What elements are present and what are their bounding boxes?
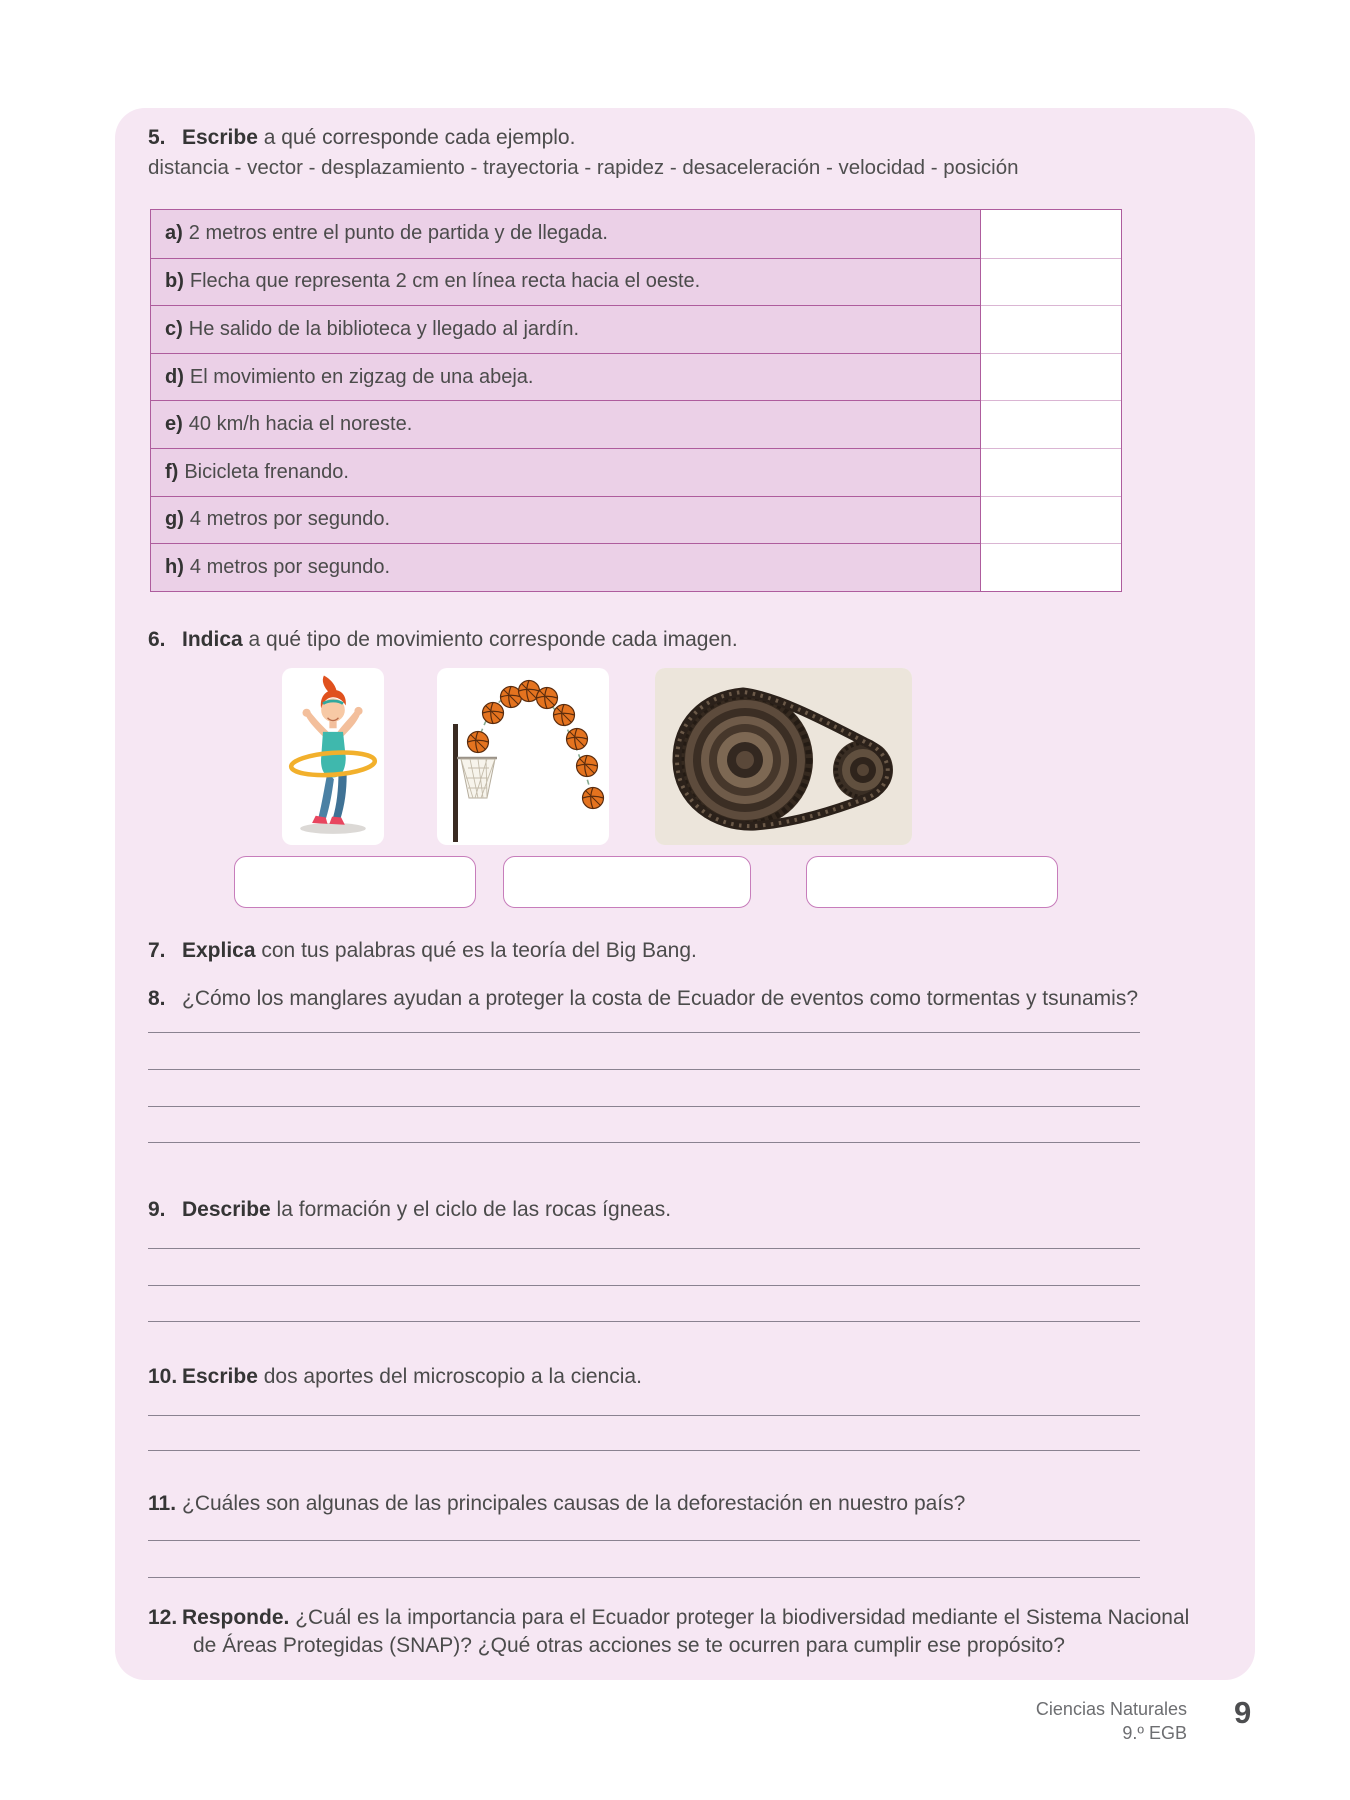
basketball-trajectory-image xyxy=(437,668,609,845)
answer-cell-g[interactable] xyxy=(981,496,1121,544)
exercise-12-heading xyxy=(148,1604,1198,1659)
exercise-text: ¿Cómo los manglares ayudan a proteger la costa de Ecuador de eventos como tormentas y tsunamis? xyxy=(182,987,1139,1010)
image-answer-box-1[interactable] xyxy=(234,856,476,908)
exercise-9-heading xyxy=(148,1196,1143,1224)
answer-line[interactable] xyxy=(148,1540,1140,1541)
footer-subject: Ciencias Naturales xyxy=(1035,1699,1187,1719)
row-text: 4 metros por segundo. xyxy=(189,508,391,531)
row-label: g) xyxy=(165,508,184,531)
exercise-10-heading xyxy=(148,1363,1143,1391)
table-row xyxy=(151,543,1121,591)
exercise-5-heading xyxy=(148,124,1093,152)
row-text: 40 km/h hacia el noreste. xyxy=(188,413,413,436)
image-card-gears xyxy=(655,668,912,845)
answer-cell-f[interactable] xyxy=(981,448,1121,496)
answer-line[interactable] xyxy=(148,1248,1140,1249)
table-row xyxy=(151,210,1121,258)
answer-cell-d[interactable] xyxy=(981,353,1121,401)
row-text: Flecha que representa 2 cm en línea recta hacia el oeste. xyxy=(189,270,701,293)
answer-line[interactable] xyxy=(148,1577,1140,1578)
image-card-hula-hoop xyxy=(282,668,384,845)
answer-cell-c[interactable] xyxy=(981,305,1121,353)
exercise-text: la formación y el ciclo de las rocas ígneas. xyxy=(270,1198,672,1221)
answer-line[interactable] xyxy=(148,1450,1140,1451)
exercise-verb: Describe xyxy=(182,1198,271,1221)
answer-line[interactable] xyxy=(148,1032,1140,1033)
answer-cell-e[interactable] xyxy=(981,400,1121,448)
exercise-text: ¿Cuáles son algunas de las principales causas de la deforestación en nuestro país? xyxy=(182,1492,966,1515)
exercise-verb: Responde. xyxy=(182,1606,290,1629)
exercise-verb: Indica xyxy=(182,628,243,651)
answer-line[interactable] xyxy=(148,1106,1140,1107)
exercise-text: ¿Cuál es la importancia para el Ecuador proteger la biodiversidad mediante el Sistema Nacional de Áreas Protegidas (SNAP)? ¿Qué otras acciones se te ocurren para cumplir ese propósito? xyxy=(193,1606,1190,1657)
table-row xyxy=(151,496,1121,544)
exercise-verb: Escribe xyxy=(182,1365,258,1388)
exercise-number: 12. xyxy=(148,1606,178,1629)
exercise-number: 9. xyxy=(148,1198,166,1221)
footer-grade: 9.º EGB xyxy=(1122,1723,1187,1743)
row-text: 4 metros por segundo. xyxy=(189,555,391,578)
answer-line[interactable] xyxy=(148,1415,1140,1416)
footer xyxy=(887,1697,1187,1745)
image-card-basketball xyxy=(437,668,609,845)
row-text: He salido de la biblioteca y llegado al jardín. xyxy=(188,317,580,340)
exercise-text: a qué tipo de movimiento corresponde cada imagen. xyxy=(242,628,738,651)
table-row xyxy=(151,400,1121,448)
table-row xyxy=(151,353,1121,401)
hula-hoop-dancer-image xyxy=(282,668,384,845)
exercise-11-heading xyxy=(148,1490,1203,1518)
image-answer-box-3[interactable] xyxy=(806,856,1058,908)
bicycle-gears-image xyxy=(655,668,912,845)
answer-cell-b[interactable] xyxy=(981,258,1121,306)
exercise-text: a qué corresponde cada ejemplo. xyxy=(257,126,576,149)
exercise-number: 6. xyxy=(148,628,166,651)
exercise-8-heading xyxy=(148,985,1203,1013)
exercise-number: 8. xyxy=(148,987,166,1010)
row-text: El movimiento en zigzag de una abeja. xyxy=(189,365,534,388)
row-text: 2 metros entre el punto de partida y de llegada. xyxy=(188,222,608,245)
example-table xyxy=(150,209,1122,592)
row-label: a) xyxy=(165,222,183,245)
exercise-6-heading xyxy=(148,626,1093,654)
table-row xyxy=(151,305,1121,353)
exercise-7-heading xyxy=(148,937,1143,965)
row-label: b) xyxy=(165,270,184,293)
answer-line[interactable] xyxy=(148,1069,1140,1070)
exercise-text: con tus palabras qué es la teoría del Big Bang. xyxy=(255,939,697,962)
exercise-verb: Explica xyxy=(182,939,256,962)
exercise-number: 5. xyxy=(148,126,166,149)
row-label: f) xyxy=(165,460,179,483)
exercise-number: 7. xyxy=(148,939,166,962)
answer-cell-a[interactable] xyxy=(981,210,1121,258)
image-answer-box-2[interactable] xyxy=(503,856,751,908)
answer-cell-h[interactable] xyxy=(981,543,1121,591)
exercise-text: dos aportes del microscopio a la ciencia. xyxy=(257,1365,642,1388)
exercise-number: 10. xyxy=(148,1365,178,1388)
row-label: e) xyxy=(165,413,183,436)
word-bank: distancia - vector - desplazamiento - trayectoria - rapidez - desaceleración - velocidad - posición xyxy=(148,156,1019,179)
row-text: Bicicleta frenando. xyxy=(184,460,349,483)
exercise-verb: Escribe xyxy=(182,126,258,149)
row-label: h) xyxy=(165,555,184,578)
table-row xyxy=(151,258,1121,306)
answer-line[interactable] xyxy=(148,1142,1140,1143)
page-number: 9 xyxy=(1234,1695,1252,1730)
answer-line[interactable] xyxy=(148,1285,1140,1286)
answer-line[interactable] xyxy=(148,1321,1140,1322)
row-label: c) xyxy=(165,317,183,340)
row-label: d) xyxy=(165,365,184,388)
exercise-number: 11. xyxy=(148,1492,177,1515)
table-row xyxy=(151,448,1121,496)
